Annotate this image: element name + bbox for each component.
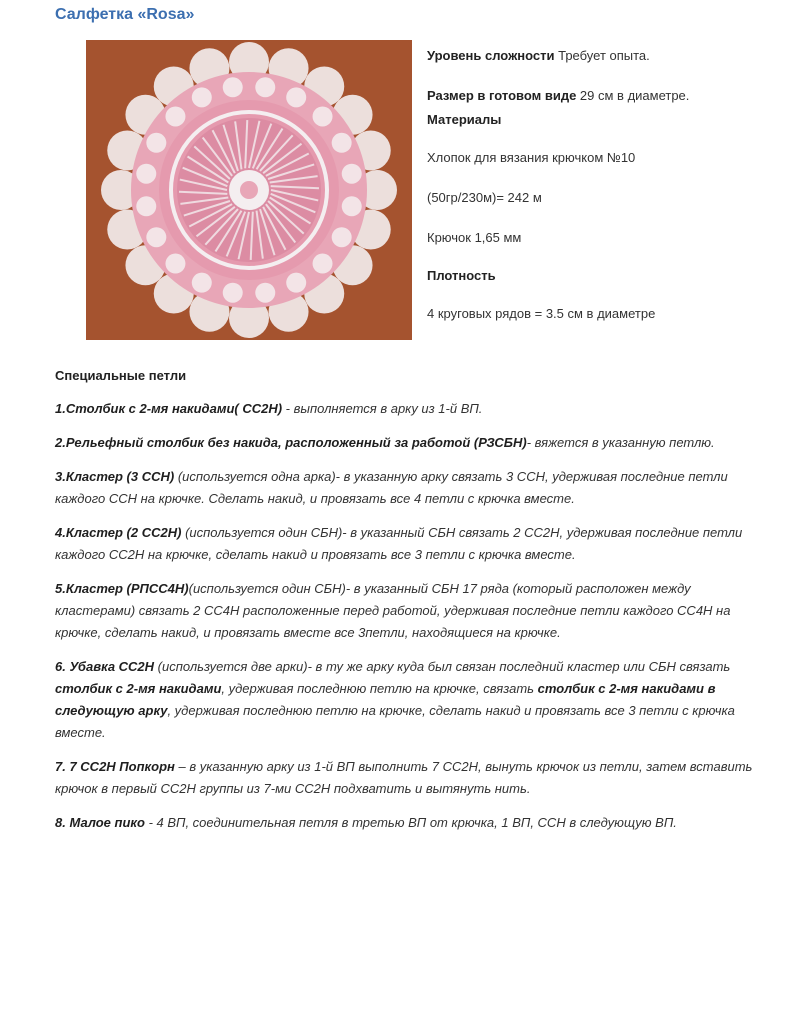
doily-motif bbox=[342, 164, 362, 184]
item-text: (используется две арки)- в ту же арку куда был связан последний кластер или СБН связать bbox=[154, 659, 731, 674]
list-item bbox=[55, 578, 760, 644]
doily-motif bbox=[332, 227, 352, 247]
difficulty-label: Уровень сложности bbox=[427, 48, 555, 63]
item-text: (используется один СБН)- в указанный СБН 17 ряда (который расположен между кластерами) связать 2 СС4Н расположенные перед работой, удерживая последние петли каждого СС4Н на крючке, сделать накид, и провязать вместе все 3петли, находящиеся на крючке. bbox=[55, 581, 731, 640]
spec-yarn: Хлопок для вязания крючком №10 bbox=[427, 150, 636, 165]
item-text: – в указанную арку из 1-й ВП выполнить 7 СС2Н, вынуть крючок из петли, затем вставить крючок в первый СС2Н группы из 7-ми СС2Н подхватить и вытянуть нить. bbox=[55, 759, 753, 796]
doily-motif bbox=[332, 133, 352, 153]
list-item bbox=[55, 398, 760, 420]
item-term: столбик с 2-мя накидами в следующую арку bbox=[55, 681, 716, 718]
spec-yarn-amount: (50гр/230м)= 242 м bbox=[427, 190, 542, 205]
spec-gauge-value: 4 круговых рядов = 3.5 см в диаметре bbox=[427, 306, 656, 321]
item-term: столбик с 2-мя накидами bbox=[55, 681, 222, 696]
doily-motif bbox=[165, 254, 185, 274]
difficulty-value: Требует опыта. bbox=[554, 48, 650, 63]
doily-motif bbox=[313, 254, 333, 274]
doily-motif bbox=[165, 106, 185, 126]
doily-motif bbox=[223, 283, 243, 303]
doily-motif bbox=[192, 87, 212, 107]
item-text: , удерживая последнюю петлю на крючке, связать bbox=[221, 681, 538, 696]
item-text: (используется один СБН)- в указанный СБН связать 2 СС2Н, удерживая последние петли каждого СС2Н на крючке, сделать накид и провязать все 3 петли с крючка вместе. bbox=[55, 525, 743, 562]
materials-label: Материалы bbox=[427, 112, 502, 127]
list-item bbox=[55, 432, 760, 454]
stitch-list bbox=[55, 398, 760, 846]
doily-motif bbox=[223, 77, 243, 97]
doily-motif bbox=[313, 106, 333, 126]
spec-hook: Крючок 1,65 мм bbox=[427, 230, 522, 245]
item-term: 7. 7 СС2Н Попкорн bbox=[55, 759, 175, 774]
item-term: 3.Кластер (3 ССН) bbox=[55, 469, 175, 484]
item-term: 8. Малое пико bbox=[55, 815, 145, 830]
list-item bbox=[55, 466, 760, 510]
list-item bbox=[55, 756, 760, 800]
item-term: 6. Убавка СС2Н bbox=[55, 659, 155, 674]
doily-motif bbox=[286, 87, 306, 107]
doily-illustration bbox=[86, 40, 412, 340]
item-text: - вяжется в указанную петлю. bbox=[526, 435, 715, 450]
doily-photo bbox=[86, 40, 412, 340]
spec-materials bbox=[427, 112, 501, 127]
list-item bbox=[55, 812, 760, 834]
doily-center-dot bbox=[240, 181, 258, 199]
doily-motif bbox=[286, 273, 306, 293]
doily-motif bbox=[146, 133, 166, 153]
doily-motif bbox=[255, 283, 275, 303]
doily-motif bbox=[136, 196, 156, 216]
list-item bbox=[55, 656, 760, 744]
list-item bbox=[55, 522, 760, 566]
item-term: 4.Кластер (2 СС2Н) bbox=[55, 525, 182, 540]
size-value: 29 см в диаметре. bbox=[576, 88, 690, 103]
spec-gauge bbox=[427, 268, 496, 283]
doily-motif bbox=[255, 77, 275, 97]
doily-motif bbox=[136, 164, 156, 184]
item-term: 5.Кластер (РПСС4Н) bbox=[55, 581, 189, 596]
section-title: Специальные петли bbox=[55, 368, 187, 383]
doily-motif bbox=[342, 196, 362, 216]
size-label: Размер в готовом виде bbox=[427, 88, 577, 103]
item-text: - 4 ВП, соединительная петля в третью ВП от крючка, 1 ВП, ССН в следующую ВП. bbox=[144, 815, 677, 830]
item-text: , удерживая последнюю петлю на крючке, сделать накид и провязать все 3 петли с крючка вместе. bbox=[55, 703, 735, 740]
doily-motif bbox=[146, 227, 166, 247]
item-text: (используется одна арка)- в указанную арку связать 3 ССН, удерживая последние петли каждого ССН на крючке. Сделать накид, и провязать все 4 петли с крючка вместе. bbox=[55, 469, 728, 506]
page-title: Салфетка «Rosa» bbox=[55, 6, 195, 23]
spec-size bbox=[427, 88, 689, 103]
item-term: 2.Рельефный столбик без накида, расположенный за работой (РЗСБН) bbox=[55, 435, 527, 450]
doily-motif bbox=[192, 273, 212, 293]
spec-difficulty bbox=[427, 48, 650, 63]
item-text: - выполняется в арку из 1-й ВП. bbox=[282, 401, 483, 416]
item-term: 1.Столбик с 2-мя накидами( СС2Н) bbox=[55, 401, 283, 416]
gauge-label: Плотность bbox=[427, 268, 496, 283]
